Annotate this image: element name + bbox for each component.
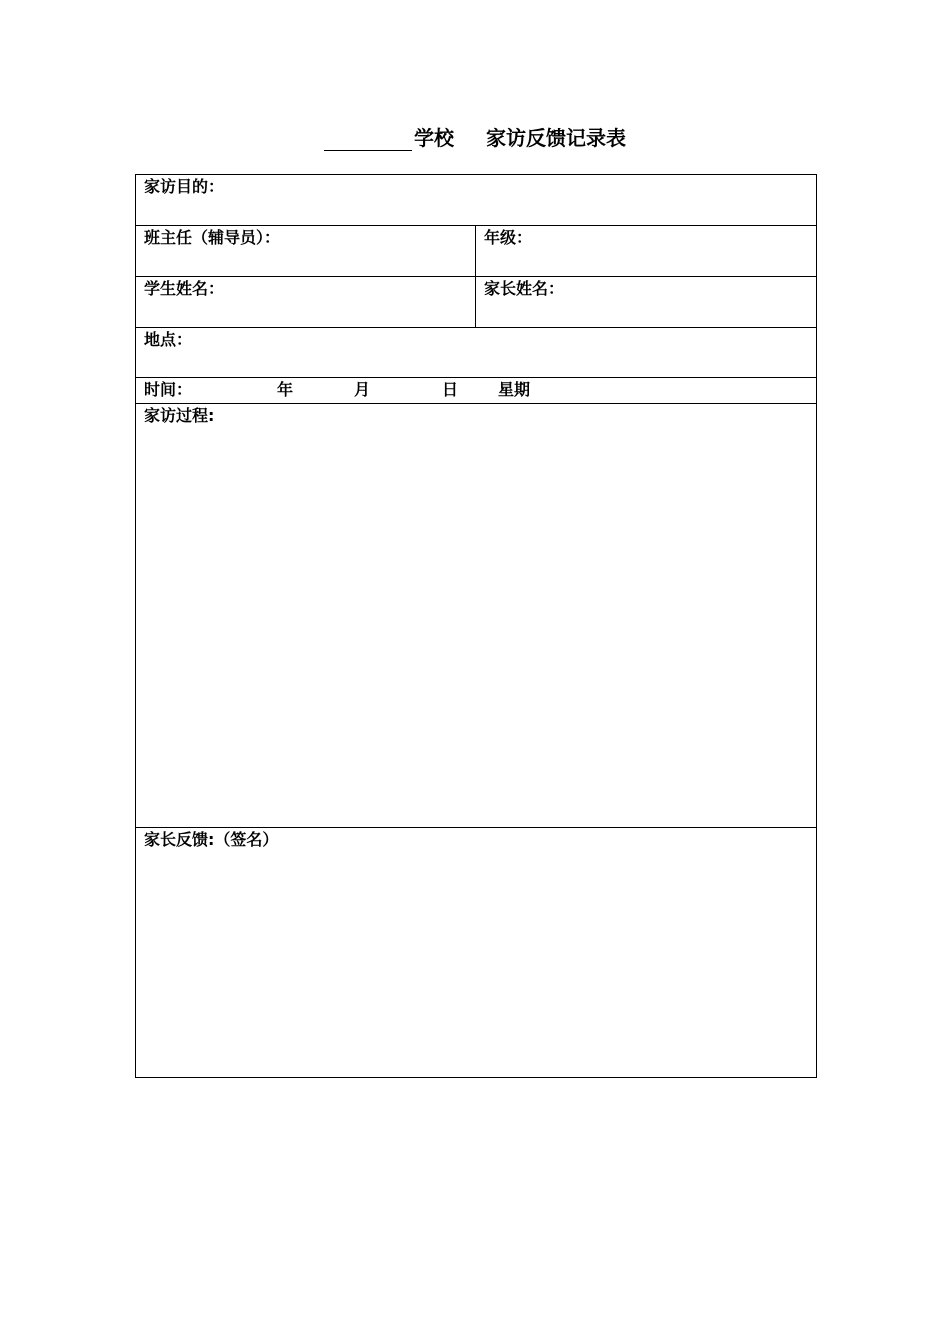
time-weekday-label: 星期 [498,380,531,399]
teacher-label: 班主任（辅导员）： [144,228,281,247]
time-day-label: 日 [442,380,459,399]
grade-label: 年级： [484,228,533,247]
parent-name-label: 家长姓名： [484,279,565,298]
visit-process-field[interactable] [136,404,817,828]
visit-process-label: 家访过程: [144,406,215,425]
student-name-field[interactable] [136,277,476,328]
time-year-label: 年 [277,380,294,399]
row-teacher-grade [136,226,817,277]
grade-field[interactable] [476,226,817,277]
parent-feedback-field[interactable] [136,828,817,1078]
form-title: 家访反馈记录表 [486,126,626,150]
row-parent-feedback [136,828,817,1078]
row-location [136,328,817,378]
purpose-field[interactable] [136,175,817,226]
purpose-label: 家访目的： [144,177,225,196]
row-purpose [136,175,817,226]
location-label: 地点： [144,330,193,349]
time-month-label: 月 [354,380,371,399]
school-suffix: 学校 [414,126,454,150]
location-field[interactable] [136,328,817,378]
student-name-label: 学生姓名： [144,279,225,298]
teacher-field[interactable] [136,226,476,277]
time-label: 时间： [144,380,193,399]
school-name-blank[interactable] [324,128,412,151]
home-visit-form-table [135,174,817,1078]
row-time [136,378,817,404]
time-field[interactable] [136,378,817,404]
parent-feedback-label: 家长反馈:（签名） [144,830,279,849]
parent-name-field[interactable] [476,277,817,328]
row-visit-process [136,404,817,828]
row-student-parent [136,277,817,328]
document-title [0,122,950,151]
